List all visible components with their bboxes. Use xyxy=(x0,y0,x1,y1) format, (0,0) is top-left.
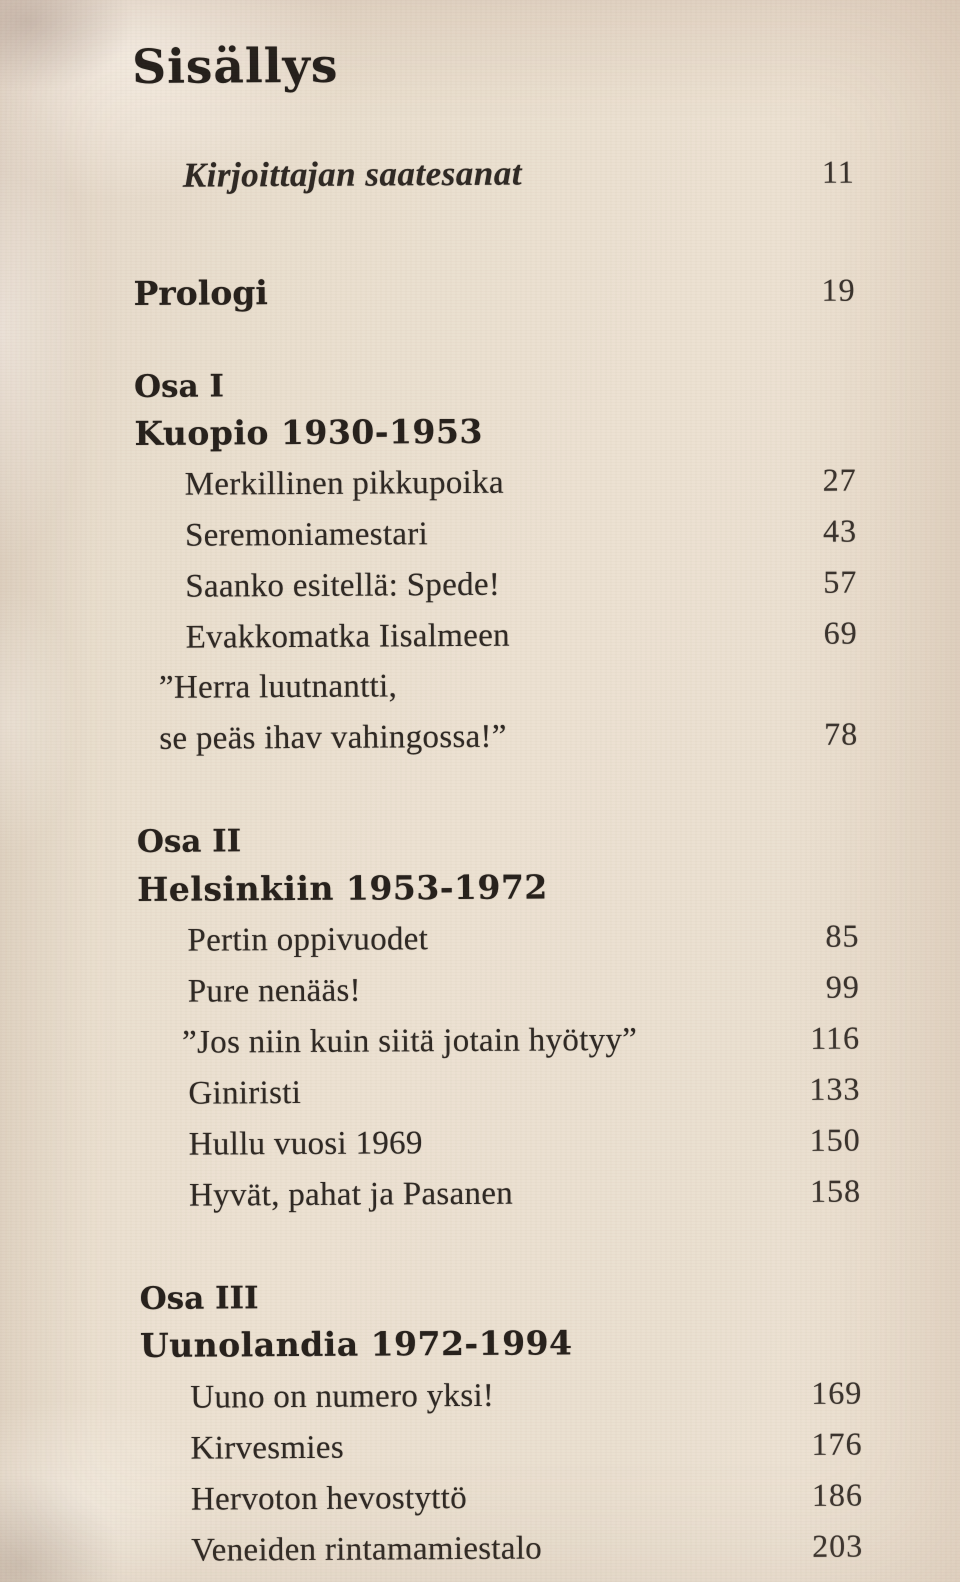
page-number: 203 xyxy=(812,1527,864,1564)
toc-entry-front-matter xyxy=(133,151,855,195)
front-matter-label: Kirjoittajan saatesanat xyxy=(182,153,523,195)
page-number: 158 xyxy=(809,1172,862,1210)
page-title: Sisällys xyxy=(131,38,339,95)
chapter-title: Hullu vuosi 1969 xyxy=(188,1125,423,1163)
page-number: 116 xyxy=(810,1019,861,1057)
toc-entry xyxy=(135,608,857,663)
toc-entry xyxy=(138,1013,860,1068)
toc-entry xyxy=(135,455,857,510)
chapter-title: Merkillinen pikkupoika xyxy=(184,465,504,504)
page-number: 27 xyxy=(822,462,857,499)
toc-entry xyxy=(139,1115,861,1170)
page-number: 133 xyxy=(809,1070,861,1108)
chapter-title: Veneiden rintamamiestalo xyxy=(191,1530,543,1569)
part-label: Osa I xyxy=(133,368,225,405)
chapter-list xyxy=(137,911,861,1221)
toc-entry xyxy=(140,1368,862,1423)
toc-entry xyxy=(135,557,857,612)
toc-entry xyxy=(141,1470,863,1525)
chapter-title: Kirvesmies xyxy=(190,1429,345,1467)
toc-entry xyxy=(136,659,858,713)
page-number: 19 xyxy=(821,271,856,308)
page-number: 99 xyxy=(825,968,860,1006)
chapter-title: ”Jos niin kuin siitä jotain hyötyy” xyxy=(182,1022,638,1061)
toc-entry xyxy=(140,1419,862,1474)
chapter-title: Hyvät, pahat ja Pasanen xyxy=(188,1175,514,1214)
page-number: 85 xyxy=(825,917,860,955)
page-number: 78 xyxy=(824,716,859,753)
chapter-title: Uuno on numero yksi! xyxy=(190,1377,495,1416)
toc-entry xyxy=(136,709,858,764)
toc-entry xyxy=(135,506,857,561)
page-number: 176 xyxy=(811,1425,863,1462)
chapter-title: Pure nenääs! xyxy=(187,972,362,1010)
toc-entry xyxy=(138,962,860,1017)
page-number: 69 xyxy=(823,615,858,652)
part-title: Uunolandia 1972-1994 xyxy=(139,1323,573,1366)
chapter-title: se peäs ihav vahingossa!” xyxy=(159,719,507,758)
chapter-list xyxy=(135,455,859,764)
toc-part-3 xyxy=(140,1277,864,1576)
chapter-title: Pertin oppivuodet xyxy=(187,921,429,959)
chapter-title: Hervoton hevostyttö xyxy=(190,1480,468,1518)
toc-entry xyxy=(139,1166,861,1221)
page-number: 43 xyxy=(822,513,858,550)
prologue-label: Prologi xyxy=(133,272,269,313)
page-number: 150 xyxy=(809,1121,861,1159)
chapter-title: Evakkomatka Iisalmeen xyxy=(185,618,511,657)
toc-entry xyxy=(141,1521,863,1576)
part-label: Osa II xyxy=(136,823,242,861)
chapter-title: Seremoniamestari xyxy=(184,516,429,555)
chapter-title: Saanko esitellä: Spede! xyxy=(185,567,501,606)
part-title: Helsinkiin 1953-1972 xyxy=(137,867,548,909)
page-number: 57 xyxy=(823,564,858,601)
toc-content xyxy=(132,38,863,1576)
toc-entry-prologue xyxy=(133,269,855,312)
chapter-title: ”Herra luutnantti, xyxy=(158,668,398,707)
page-number: 169 xyxy=(811,1374,863,1411)
page-number: 11 xyxy=(821,153,855,190)
chapter-title: Giniristi xyxy=(188,1075,302,1112)
part-title: Kuopio 1930-1953 xyxy=(134,411,483,453)
page-number: 186 xyxy=(811,1476,863,1513)
part-label: Osa III xyxy=(139,1280,259,1318)
toc-part-1 xyxy=(134,364,858,764)
toc-entry xyxy=(137,911,859,966)
toc-entry xyxy=(138,1064,860,1119)
chapter-list xyxy=(140,1368,863,1576)
toc-part-2 xyxy=(137,820,861,1221)
